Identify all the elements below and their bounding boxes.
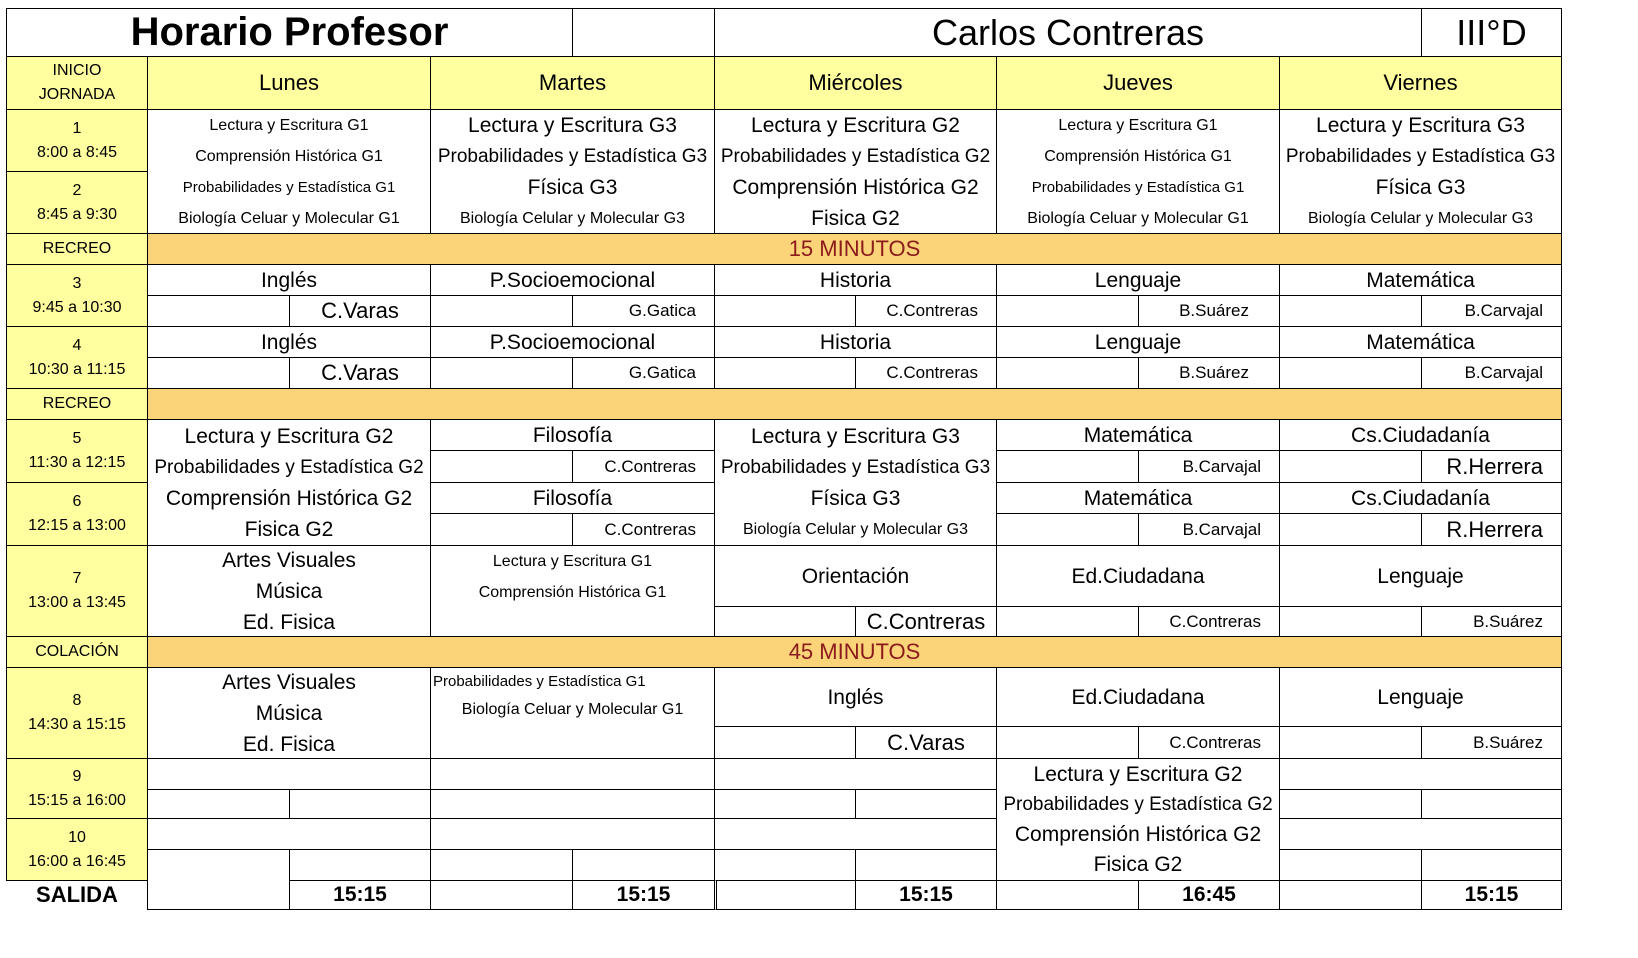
break-label: COLACIÓN	[35, 643, 119, 660]
period-time: 15:15 a 16:00	[28, 791, 126, 809]
period-number: 1	[72, 119, 82, 137]
salida-time: 15:15	[616, 883, 671, 906]
martes-p9-top	[430, 758, 715, 790]
viernes-p6-blank	[1279, 513, 1422, 546]
viernes-p4-subject	[1279, 326, 1562, 358]
martes-p5-teacher	[572, 450, 715, 483]
lunes-p10-top	[147, 818, 431, 850]
period-number: 6	[72, 493, 82, 510]
miercoles-p4-blank	[714, 357, 856, 389]
recreo-1-bar	[147, 233, 1562, 265]
day-header-martes	[430, 56, 715, 110]
teacher-name: C.Contreras	[886, 301, 978, 320]
subject-name: Filosofía	[532, 486, 613, 510]
subject-line: Comprensión Histórica G1	[195, 147, 383, 165]
lunes-block3-cell	[147, 419, 431, 546]
period-time: 8:00 a 8:45	[36, 143, 118, 161]
martes-block1-cell	[430, 109, 715, 234]
colacion-bar	[147, 636, 1562, 668]
teacher-name: C.Varas	[887, 729, 965, 755]
lunes-p3-blank	[147, 295, 290, 327]
subject-line: Comprensión Histórica G2	[165, 486, 413, 510]
miercoles-p9-bottom-right	[855, 789, 997, 819]
period-number: 3	[72, 274, 82, 292]
miercoles-p9-bottom-left	[714, 789, 856, 819]
subject-line: Fisica G2	[811, 206, 900, 230]
viernes-p6-subject	[1279, 482, 1562, 514]
viernes-p9-top	[1279, 758, 1562, 790]
subject-line: Lectura y Escritura G2	[184, 424, 394, 448]
day-header-jueves	[996, 56, 1280, 110]
subject-line: Artes Visuales	[222, 670, 356, 694]
subject-name: Cs.Ciudadanía	[1351, 423, 1490, 447]
viernes-p5-teacher	[1421, 450, 1562, 483]
colacion-label	[6, 636, 148, 668]
subject-line: Artes Visuales	[222, 548, 356, 572]
viernes-p3-teacher	[1421, 295, 1562, 327]
period-label-6	[6, 482, 148, 546]
martes-p9-bottom	[430, 789, 715, 819]
subject-line: Lectura y Escritura G1	[492, 553, 653, 570]
teacher-name: C.Contreras	[1169, 611, 1261, 631]
miercoles-p10-top	[714, 818, 997, 850]
lunes-p9-bottom-left	[147, 789, 290, 819]
jueves-p3-blank	[996, 295, 1139, 327]
subject-name: P.Socioemocional	[489, 330, 656, 354]
martes-p5-blank	[430, 450, 573, 483]
subject-name: Matemática	[1083, 486, 1193, 510]
subject-line: Biología Celuar y Molecular G1	[178, 209, 400, 227]
subject-line: Comprensión Histórica G1	[478, 584, 667, 601]
salida-time: 16:45	[1182, 883, 1236, 906]
viernes-p5-subject	[1279, 419, 1562, 451]
jueves-p8-blank	[996, 726, 1139, 759]
subject-name: Lenguaje	[1377, 685, 1464, 709]
martes-p4-teacher	[572, 357, 715, 389]
subject-line: Física G3	[1375, 175, 1466, 199]
subject-line: Probabilidades y Estadística G1	[1031, 178, 1245, 196]
period-number: 9	[72, 767, 82, 785]
martes-p10-bottom-right	[572, 849, 715, 881]
salida-miercoles-blank	[714, 880, 856, 910]
teacher-name: C.Varas	[321, 298, 399, 323]
lunes-p9-bottom-right	[289, 789, 431, 819]
day-header-miercoles	[714, 56, 997, 110]
salida-lunes-time	[289, 880, 431, 910]
lunes-p9-top	[147, 758, 431, 790]
period-label-9	[6, 758, 148, 819]
teacher-name: B.Carvajal	[1464, 363, 1543, 382]
subject-line: Lectura y Escritura G3	[1316, 113, 1525, 137]
martes-p3-subject	[430, 264, 715, 296]
jueves-p6-subject	[996, 482, 1280, 514]
salida-time: 15:15	[333, 883, 387, 906]
period-label-5	[6, 419, 148, 483]
lunes-p4-subject	[147, 326, 431, 358]
period-time: 12:15 a 13:00	[28, 517, 126, 534]
break-duration: 45 MINUTOS	[788, 639, 921, 664]
break-label: RECREO	[42, 395, 112, 412]
viernes-p10-top	[1279, 818, 1562, 850]
jueves-p7-blank	[996, 606, 1139, 637]
salida-text: SALIDA	[36, 882, 118, 907]
period-label-3	[6, 264, 148, 327]
jueves-p5-subject	[996, 419, 1280, 451]
period-time: 9:45 a 10:30	[32, 298, 122, 316]
day-label: Miércoles	[808, 70, 903, 95]
page-title: Horario Profesor	[130, 10, 449, 54]
subject-line: Fisica G2	[244, 517, 334, 541]
subject-line: Comprensión Histórica G2	[732, 175, 979, 199]
teacher-name: C.Varas	[321, 360, 399, 385]
subject-name: Matemática	[1366, 330, 1475, 354]
subject-line: Lectura y Escritura G3	[468, 113, 677, 137]
subject-line: Lectura y Escritura G3	[751, 424, 960, 448]
miercoles-p7-subject	[714, 545, 997, 607]
subject-line: Música	[255, 579, 323, 603]
subject-line: Lectura y Escritura G1	[209, 116, 369, 134]
teacher-name: R.Herrera	[1446, 453, 1543, 479]
lunes-block1-cell	[147, 109, 431, 234]
jueves-p6-blank	[996, 513, 1139, 546]
teacher-name: B.Suárez	[1179, 301, 1249, 320]
subject-line: Comprensión Histórica G2	[1014, 822, 1262, 846]
miercoles-block1-cell	[714, 109, 997, 234]
martes-p10-top	[430, 818, 715, 850]
viernes-p8-blank	[1279, 726, 1422, 759]
viernes-block1-cell	[1279, 109, 1562, 234]
salida-miercoles-time	[855, 880, 997, 910]
subject-line: Lectura y Escritura G2	[1033, 762, 1243, 786]
subject-name: Inglés	[827, 685, 884, 709]
teacher-name: C.Contreras	[604, 456, 696, 476]
day-label: Martes	[538, 70, 607, 95]
jueves-p7-subject	[996, 545, 1280, 607]
martes-p6-teacher	[572, 513, 715, 546]
period-label-1	[6, 109, 148, 172]
period-number: 5	[72, 430, 82, 447]
subject-name: Matemática	[1366, 268, 1475, 292]
lunes-p4-blank	[147, 357, 290, 389]
teacher-name: B.Carvajal	[1182, 519, 1261, 539]
jueves-p910-cell	[996, 758, 1280, 881]
period-time: 10:30 a 11:15	[28, 360, 126, 378]
period-label-2	[6, 171, 148, 234]
jueves-p8-subject	[996, 667, 1280, 727]
teacher-name: R.Herrera	[1446, 516, 1543, 542]
period-label-7	[6, 545, 148, 637]
jueves-block1-cell	[996, 109, 1280, 234]
viernes-p5-blank	[1279, 450, 1422, 483]
miercoles-p8-subject	[714, 667, 997, 727]
lunes-p8-cell	[147, 667, 431, 759]
subject-name: Historia	[819, 330, 892, 354]
subject-line: Música	[255, 701, 323, 725]
teacher-name: B.Suárez	[1473, 611, 1543, 631]
subject-line: Probabilidades y Estadística G2	[154, 456, 424, 478]
salida-viernes-time	[1421, 880, 1562, 910]
period-number: 7	[72, 570, 82, 587]
subject-line: Probabilidades y Estadística G1	[182, 178, 396, 196]
period-label-8	[6, 667, 148, 759]
viernes-p3-blank	[1279, 295, 1422, 327]
teacher-name: C.Contreras	[886, 363, 978, 382]
period-time: 11:30 a 12:15	[28, 454, 126, 471]
martes-p6-subject	[430, 482, 715, 514]
break-label: RECREO	[42, 240, 112, 257]
teacher-name: C.Contreras	[604, 519, 696, 539]
jueves-p4-subject	[996, 326, 1280, 358]
recreo-2-label	[6, 388, 148, 420]
recreo-2-bar	[147, 388, 1562, 420]
recreo-1-label	[6, 233, 148, 265]
viernes-p7-blank	[1279, 606, 1422, 637]
miercoles-p4-teacher	[855, 357, 997, 389]
subject-name: Ed.Ciudadana	[1071, 685, 1205, 709]
period-number: 4	[72, 336, 82, 354]
subject-name: Lenguaje	[1094, 268, 1182, 292]
teacher-name: C.Contreras	[1169, 732, 1261, 752]
start-corner-cell	[6, 56, 148, 110]
subject-line: Fisica G2	[1093, 852, 1183, 876]
viernes-p7-subject	[1279, 545, 1562, 607]
subject-line: Probabilidades y Estadística G3	[1285, 145, 1556, 167]
jueves-p8-teacher	[1138, 726, 1280, 759]
viernes-p9-bottom-left	[1279, 789, 1422, 819]
martes-p7-cell	[430, 545, 715, 637]
day-header-lunes	[147, 56, 431, 110]
subject-line: Física G3	[810, 486, 901, 510]
miercoles-p8-blank	[714, 726, 856, 759]
miercoles-p10-bottom-right	[855, 849, 997, 881]
period-number: 10	[68, 828, 86, 846]
subject-name: Lenguaje	[1377, 564, 1464, 588]
subject-line: Biología Celular y Molecular G3	[460, 209, 685, 227]
subject-line: Probabilidades y Estadística G2	[720, 145, 991, 167]
miercoles-p7-teacher	[855, 606, 997, 637]
subject-name: Ed.Ciudadana	[1071, 564, 1205, 588]
salida-lunes-blank	[147, 880, 290, 910]
salida-martes-time	[572, 880, 715, 910]
martes-p10-bottom-left	[430, 849, 573, 881]
corner-line-2: JORNADA	[38, 86, 116, 103]
subject-name: Inglés	[260, 330, 318, 354]
jueves-p5-teacher	[1138, 450, 1280, 483]
miercoles-p9-top	[714, 758, 997, 790]
viernes-p10-bottom-left	[1279, 849, 1422, 881]
subject-line: Lectura y Escritura G2	[751, 113, 960, 137]
martes-p4-subject	[430, 326, 715, 358]
period-time: 8:45 a 9:30	[36, 205, 118, 223]
subject-name: Matemática	[1083, 423, 1193, 447]
martes-p3-teacher	[572, 295, 715, 327]
subject-line: Biología Celuar y Molecular G1	[461, 701, 684, 718]
teacher-name: B.Suárez	[1473, 732, 1543, 752]
subject-name: Lenguaje	[1094, 330, 1182, 354]
course-label: III°D	[1456, 11, 1527, 53]
teacher-name: G.Gatica	[628, 301, 696, 320]
subject-line: Probabilidades y Estadística G3	[437, 145, 708, 167]
teacher-name: B.Suárez	[1179, 363, 1249, 382]
viernes-p6-teacher	[1421, 513, 1562, 546]
day-label: Jueves	[1103, 70, 1173, 95]
period-number: 8	[72, 692, 82, 709]
teacher-name: C.Contreras	[866, 608, 986, 634]
miercoles-p10-bottom-left	[714, 849, 856, 881]
salida-jueves-time	[1138, 880, 1280, 910]
lunes-p7-cell	[147, 545, 431, 637]
teacher-name: Carlos Contreras	[931, 11, 1205, 53]
period-time: 13:00 a 13:45	[28, 594, 126, 611]
day-label: Viernes	[1383, 70, 1458, 95]
viernes-p8-subject	[1279, 667, 1562, 727]
salida-martes-blank	[430, 880, 573, 910]
period-label-10	[6, 818, 148, 881]
subject-line: Física G3	[527, 175, 618, 199]
salida-time: 15:15	[899, 883, 953, 906]
salida-viernes-blank	[1279, 880, 1422, 910]
jueves-p3-teacher	[1138, 295, 1280, 327]
martes-p8-cell	[430, 667, 715, 759]
miercoles-p3-blank	[714, 295, 856, 327]
viernes-p9-bottom-right	[1421, 789, 1562, 819]
subject-line: Biología Celular y Molecular G3	[743, 520, 968, 538]
jueves-p5-blank	[996, 450, 1139, 483]
subject-name: Filosofía	[532, 423, 613, 447]
subject-line: Ed. Fisica	[242, 732, 336, 756]
lunes-p4-teacher	[289, 357, 431, 389]
lunes-p3-subject	[147, 264, 431, 296]
miercoles-p3-teacher	[855, 295, 997, 327]
viernes-p4-teacher	[1421, 357, 1562, 389]
subject-line: Probabilidades y Estadística G2	[1003, 793, 1273, 815]
viernes-p3-subject	[1279, 264, 1562, 296]
subject-name: Orientación	[801, 564, 910, 588]
miercoles-block3-cell	[714, 419, 997, 546]
viernes-p7-teacher	[1421, 606, 1562, 637]
teacher-name: B.Carvajal	[1464, 301, 1543, 320]
martes-p5-subject	[430, 419, 715, 451]
subject-line: Probabilidades y Estadística G1	[433, 673, 646, 690]
subject-line: Lectura y Escritura G1	[1058, 116, 1218, 134]
subject-line: Biología Celuar y Molecular G1	[1027, 209, 1249, 227]
jueves-p3-subject	[996, 264, 1280, 296]
jueves-p6-teacher	[1138, 513, 1280, 546]
teacher-name-cell	[714, 8, 1422, 57]
miercoles-p8-teacher	[855, 726, 997, 759]
subject-line: Ed. Fisica	[242, 610, 336, 634]
jueves-p4-blank	[996, 357, 1139, 389]
subject-line: Comprensión Histórica G1	[1044, 147, 1232, 165]
subject-name: P.Socioemocional	[489, 268, 656, 292]
period-label-4	[6, 326, 148, 389]
miercoles-p4-subject	[714, 326, 997, 358]
period-time: 14:30 a 15:15	[28, 716, 126, 733]
salida-time: 15:15	[1464, 883, 1519, 906]
teacher-name: B.Carvajal	[1182, 456, 1261, 476]
subject-name: Historia	[819, 268, 892, 292]
lunes-p10-bottom-right	[289, 849, 431, 881]
viernes-p10-bottom-right	[1421, 849, 1562, 881]
lunes-p3-teacher	[289, 295, 431, 327]
day-header-viernes	[1279, 56, 1562, 110]
course-cell	[1421, 8, 1562, 57]
period-number: 2	[72, 181, 82, 199]
jueves-p7-teacher	[1138, 606, 1280, 637]
martes-p3-blank	[430, 295, 573, 327]
viernes-p4-blank	[1279, 357, 1422, 389]
miercoles-p7-blank	[714, 606, 856, 637]
miercoles-p3-subject	[714, 264, 997, 296]
subject-line: Probabilidades y Estadística G3	[720, 456, 991, 478]
salida-label	[6, 880, 148, 910]
period-time: 16:00 a 16:45	[28, 852, 126, 870]
title-cell	[6, 8, 573, 57]
martes-p6-blank	[430, 513, 573, 546]
break-duration: 15 MINUTOS	[788, 236, 921, 261]
title-empty-cell	[572, 8, 715, 57]
lunes-p10-bottom-left	[147, 849, 290, 881]
martes-p4-blank	[430, 357, 573, 389]
subject-name: Cs.Ciudadanía	[1351, 486, 1490, 510]
corner-line-1: INICIO	[52, 62, 102, 79]
jueves-p4-teacher	[1138, 357, 1280, 389]
teacher-name: G.Gatica	[628, 363, 696, 382]
salida-jueves-blank	[996, 880, 1139, 910]
subject-line: Biología Celular y Molecular G3	[1308, 209, 1533, 227]
day-label: Lunes	[259, 70, 319, 95]
viernes-p8-teacher	[1421, 726, 1562, 759]
subject-name: Inglés	[260, 268, 318, 292]
